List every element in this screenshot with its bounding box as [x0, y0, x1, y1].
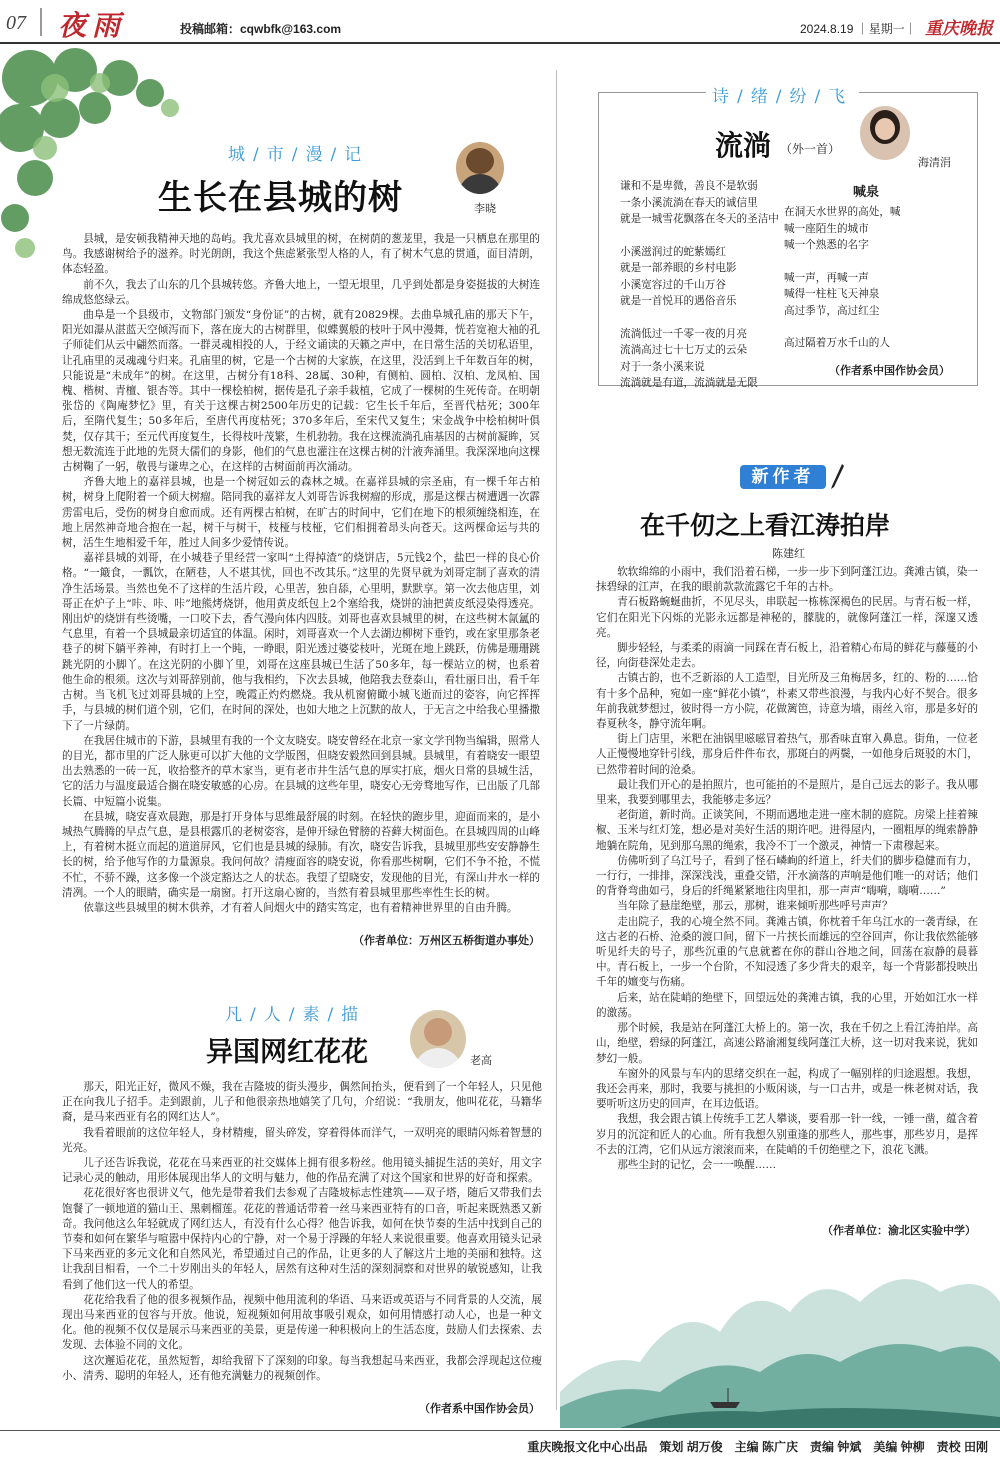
newspaper-brand: 重庆晚报 — [925, 19, 993, 39]
paragraph: 脚步轻轻，与柔柔的雨滴一同踩在青石板上，沿着精心布局的鲜花与藤蔓的小径，向街巷深处走去。 — [596, 642, 978, 670]
paragraph: 走出院子，我的心境全然不同。龚滩古镇，你枕着千年乌江水的一袭青绿，在这古老的石桥、沧桑的渡口间，留下一片挟长而雄远的空谷回声，你让我依然能够听见纤夫的号子，那些沉重的气息就蓄在你的群山谷地之间，回荡在寂静的晨暮中。青石板上，一步一个台阶，不知浸透了多少背夫的艰辛，每一个背影都投映出千年的嬗变与伤痛。 — [596, 915, 978, 989]
paragraph: 在我居住城市的下游，县城里有我的一个文友晓安。晓安曾经在北京一家文学刊物当编辑，照常人的目光，都市里的广泛人脉更可以扩大他的文学版图，但晓安毅然回到县城。县城里，有着晓安一眼望出去熟悉的一砖一瓦，收拾整齐的草木家当，更有老市井生活气息的厚实打底，烟火日常的县城生活，它的活力与温度最适合搁在晓安敏感的心房。在县城的这些年里，晓安心无旁骛地写作，已出版了几部长篇、中短篇小说集。 — [62, 734, 540, 808]
paragraph: 这次邂逅花花，虽然短暂，却给我留下了深刻的印象。每当我想起马来西亚，我都会浮现起这位瘦小、清秀、聪明的年轻人，还有他充满魅力的视频创作。 — [62, 1354, 542, 1382]
paragraph: 县城，是安顿我精神天地的岛屿。我尤喜欢县城里的树，在树荫的葱茏里，我是一只栖息在那里的鸟。我感谢树给予的滋养。时光朗朗，我这个焦虑紧张型人格的人，有了树木气息的贯通，面目清朗，体态轻盈。 — [62, 233, 540, 276]
article3-title: 在千仞之上看江涛拍岸 — [640, 511, 891, 540]
article2-author: 老高 — [470, 1055, 492, 1067]
article1-body — [62, 232, 540, 924]
paragraph: 花花很好客也很讲义气，他先是带着我们去参观了吉隆坡标志性建筑——双子塔，随后又带我们去饱餐了一顿地道的猫山王、黑刺榴莲。花花的普通话带着一丝马来西亚特有的口音，听起来既熟悉又新奇。我问他这么年轻就成了网红达人，有没有什么心得？他告诉我，如何在快节奏的生活中找到自己的节奏和如何在繁华与喧嚣中保持内心的宁静，对一个易于浮躁的年轻人来说很重要。他喜欢用镜头记录下马来西亚的多元文化和自然风光，希望通过自己的作品，让更多的人了解这片土地的美丽和独特。这让我刮目相看，一个二十岁刚出头的年轻人，居然有这种对生活的深刻洞察和对世界的敏锐感知，让我看到了他们这一代人的希望。 — [62, 1187, 542, 1291]
issue-date: 2024.8.19 ｜星期一｜ — [800, 22, 917, 36]
poem-stanza: 在洞天水世界的高处，喊 喊一座陌生的城市 喊一个熟悉的名字 — [784, 206, 901, 251]
page-header — [0, 0, 1000, 48]
author-avatar-lixiao — [456, 142, 504, 194]
article1-title: 生长在县城的树 — [158, 178, 403, 218]
submit-email: 投稿邮箱：cqwbfk@163.com — [180, 22, 342, 36]
paragraph: 在县城，晓安喜欢晨跑，那是打开身体与思维最舒展的时刻。在轻快的跑步里，迎面而来的，是小城热气腾腾的早点气息，是县根露爪的老树姿容，是伸开绿色臂膀的苔藓大树面色。在县城四周的山峰上，有着树木挺立而起的道道屏风，它们也是县城的绿肺。有次，晓安告诉我，县城里那些安安静静生长的树，给予他写作的力量源泉。我问何故？清瘦面容的晓安说，你看那些树啊，它们不争不抢，不慌不忙，不骄不躁，这多像一个淡定豁达之人的状态。我望了望晓安，发现他的目光，有深山井水一样的清冽。一个人的眼睛，确实是一扇窗。打开这扇心窗的，当然有着县城里那些率性生长的树。 — [62, 810, 540, 899]
paragraph: 我想，我会跟古镇上传统手工艺人攀谈，要看那一针一线，一锤一凿，蕴含着岁月的沉淀和匠人的心血。所有我想久别重逢的那些人，那些事，那些岁月，是挥不去的江湾，它们从远方滚滚而来，在陡峭的千仞绝壁之下，浪花飞溅。 — [596, 1113, 978, 1156]
paragraph: 那些尘封的记忆，会一一唤醒…… — [617, 1158, 777, 1171]
paragraph: 最让我们开心的是拍照片，也可能拍的不是照片，是自己远去的影子。我从哪里来，我要到哪里去，我能够走多远？ — [596, 778, 978, 807]
page-footer — [0, 1430, 1000, 1458]
paragraph: 软软绵绵的小雨中，我们沿着石梯，一步一步下到阿蓬江边。龚滩古镇，染一抹碧绿的江声，在我的眼前款款流露它千年的古朴。 — [596, 566, 978, 594]
paragraph: 那个时候，我是站在阿蓬江大桥上的。第一次，我在千仞之上看江涛拍岸。高山，绝壁，碧绿的阿蓬江，高速公路渝湘复线阿蓬江大桥，这一切对我来说，犹如梦幻一般。 — [596, 1022, 978, 1065]
author-avatar-haiqingjuan — [860, 106, 910, 160]
footer-rule — [0, 1430, 1000, 1431]
article3-unit: （作者单位：渝北区实验中学） — [822, 1225, 976, 1237]
poem-stanza: 小溪滋润过的蛇紫嫣红 就是一部养眼的乡村电影 小溪宽容过的千山万谷 就是一首悦耳的遇俗音乐 — [620, 245, 737, 307]
poem-left-column — [620, 178, 790, 392]
section-logo: 夜雨 — [58, 9, 127, 42]
paragraph: 齐鲁大地上的嘉祥县城，也是一个树冠如云的森林之城。在嘉祥县城的宗圣庙，有一棵千年古柏树，树身上爬附着一个硕大树瘤。陪同我的嘉祥友人刘哥告诉我树瘤的形成，那是这棵古树遭遇一次霹雳雷电后，受伤的树身自愈而成。还有两棵古柏树，在旷古的时间中，它们在地下的根须缠绕相连，在地上居然神奇地合抱在一起，树干与树干，枝桠与枝桠，它们相拥着昂头向苍天。这两棵命运与共的树，活生生地相爱千年，胜过人间多少爱情传说。 — [62, 476, 540, 550]
paragraph: 古镇古韵，也不乏新添的人工造型，目光所及三角梅居多，红的、粉的……恰有十多个品种，宛如一座“鲜花小镇”，朴素又带些浪漫，与我内心好不契合。很多年前我就梦想过，彼时得一方小院，花做篱笆，诗意为墙，雨丝入帘，那是多好的春夏秋冬，静守流年啊。 — [596, 672, 978, 731]
paragraph: 花花给我看了他的很多视频作品，视频中他用流利的华语、马来语或英语与不同背景的人交流，展现出马来西亚的包容与开放。他说，短视频如何用故事吸引观众，如何用情感打动人心，也是一种文化。他的视频不仅仅是展示马来西亚的美景，更是传递一种积极向上的生活态度，鼓励人们去探索、去发现、去体验不同的文化。 — [62, 1293, 542, 1352]
poem-right-column — [784, 204, 954, 352]
column-header-city: 城/市/漫/记 — [228, 145, 370, 165]
paragraph: 嘉祥县城的刘哥，在小城巷子里经营一家叫“土得掉渣”的烧饼店，5元钱2个，盐巴一样的良心价格。“一簸食，一瓢饮，在陋巷，人不堪其忧，回也不改其乐。”这里的先贤早就为刘哥定制了喜欢的清净生活场景。当然也免不了这样的生活片段，心里苦，独自舔，心里明，默默享。第一次去他店里，刘哥正在炉子上“咔、咔、咔”地熊烤烧饼，他用黄皮纸包上2个塞给我，烧饼的油把黄皮纸浸染得透亮。刚出炉的烧饼有些烫嘴，一口咬下去，香气漫向体内四肢。刘哥也喜欢县城里的树，在这些树木氤氲的气息里，有着一个县城最亲切适宜的体温。闲时，刘哥喜欢一个人去湖边柳树下垂钓，或在家里那条老巷子的树下躺平养神，有时打上一个盹，一睁眼，阳光透过婆娑枝叶，光斑在地上跳跃，仿佛是珊珊跳跳光阴的小脚丫。在这光阴的小脚丫里，刘哥在这座县城已生活了50多年，每一棵站立的树，也系着他生命的根须。这次与刘哥辞别前，他与我相约，下次去县城，他陪我去登泰山，看壮丽日出，看千年古树。当飞机飞过刘哥县城的上空，晚霞正灼灼燃烧。我从机窗俯瞰小城飞逝而过的姿容，向它挥挥手，与县城的树们道个别，它们，在时间的深处，也如大地之上沉默的故人，于无言之中给我心里播撒下了一片绿荫。 — [62, 552, 540, 732]
column-header-poetry: 诗/绪/纷/飞 — [706, 82, 859, 107]
poem-author: 海清涓 — [918, 157, 951, 169]
article3-body — [596, 565, 978, 1217]
paragraph: 当年除了悬崖绝壁，那云，那树，谁来倾听那些呼号声声？ — [617, 900, 893, 913]
paragraph: 那天，阳光正好，微风不燥，我在吉隆坡的街头漫步，偶然间抬头，便看到了一个年轻人，只见他正在向我儿子招手。走到跟前，儿子和他很亲热地嬉笑了几句，介绍说：“我朋友，他叫花花，马籍华裔，是马来西亚有名的网红达人”。 — [62, 1081, 542, 1124]
article2-title: 异国网红花花 — [206, 1037, 368, 1068]
poem-unit: （作者系中国作协会员） — [829, 365, 950, 377]
article1-author: 李晓 — [474, 203, 496, 215]
article3-author: 陈建红 — [772, 548, 805, 560]
article1-unit: （作者单位：万州区五桥街道办事处） — [353, 935, 540, 947]
column-header-people: 凡/人/素/描 — [225, 1005, 367, 1025]
paragraph: 曲阜是一个县级市，文物部门颁发“身份证”的古树，就有20829棵。去曲阜城孔庙的那天下午，阳光如瀑从湛蓝天空倾泻而下，落在庞大的古树群里，似蝶翼般的枝叶于风中漫舞，恍若宽袍大袖的孔子师徒们从云中翩然而落。一群灵魂相投的人，于经文诵读的天籁之声中，在日常生活的关切私语里，让孔庙里的灵魂魂兮归来。孔庙里的树，它是一个古树的大家族，在这里，没活到上千年数百年的树，只能说是“未成年”的树。在这里，古树分有18科、28属、30种，有侧柏、圆柏、汉柏、龙凤柏、国槐、楷树、青檀、银杏等。其中一棵桧柏树，据传是孔子亲手栽植，它成了一棵树的生死传奇。在明朝张岱的《陶庵梦忆》里，有关于这棵古树2500年历史的记载：它生长千年后，至晋代枯死；300年后，至隋代复生；50多年后，至唐代再度枯死；370多年后，至宋代又复生；宋金战争中桧柏树叶俱焚，仅存其干；至元代再度复生，长得枝叶茂繁，生机勃勃。我在这棵流淌孔庙基因的古树前凝眸，冥想无数流连于此地的先贤大儒们的身影，他们的气息也灌注在这棵古树的汁液奔涌里。我深深地向这棵古树鞠了一躬，敬畏与谦卑之心，在这样的古树面前再次涌动。 — [62, 309, 540, 474]
pen-icon — [828, 462, 846, 490]
header-rule — [0, 42, 1000, 44]
paragraph: 车窗外的风景与车内的思绪交织在一起，构成了一幅别样的归途遐想。我想，我还会再来，那时，我要与挑担的小贩闲谈，与一口古井，或是一株老树对话，我要听听这历史的回声，在耳边低语。 — [596, 1067, 978, 1111]
poem-stanza: 流淌低过一千零一夜的月亮 流淌高过七十七万丈的云朵 对于一条小溪来说 流淌就是有道，流淌就是无限 — [620, 327, 758, 389]
poem-stanza: 高过隔着万水千山的人 — [784, 337, 890, 349]
poem-subtitle: （外一首） — [780, 142, 841, 156]
poem-right-title: 喊泉 — [853, 185, 880, 200]
page-number: 07 — [6, 12, 26, 34]
poem-stanza: 喊一声，再喊一声 喊得一柱柱飞天神泉 高过季节，高过红尘 — [784, 271, 880, 317]
author-avatar-laogao — [410, 1010, 466, 1068]
article2-body — [62, 1080, 542, 1398]
paragraph: 仿佛听到了乌江号子，看到了怪石嶙峋的纤道上，纤夫们的脚步稳健而有力，一行行，一排排，深深浅浅，重叠交错，汗水滴落的声响是他们唯一的对话；他们的背脊弯曲如弓，身后的纤绳紧紧地往肉里扣，那一声声“嗨嗬，嗨嗬……” — [596, 854, 978, 898]
paragraph: 前不久，我去了山东的几个县城转悠。齐鲁大地上，一望无垠里，几乎到处都是身姿挺拔的大树连绵成悠悠绿云。 — [62, 278, 540, 306]
paragraph: 依靠这些县城里的树木供养，才有着人间烟火中的踏实笃定，也有着精神世界里的自由升腾。 — [83, 901, 518, 914]
paragraph: 青石板路蜿蜒曲折，不见尽头，串联起一栋栋深褐色的民居。与青石板一样，它们在阳光下闪烁的光影永远都是神秘的，朦胧的，就像阿蓬江一样，深邃又透亮。 — [596, 596, 978, 639]
paragraph: 后来，站在陡峭的绝壁下，回望远处的龚滩古镇，我的心里，开始如江水一样的激荡。 — [596, 991, 978, 1019]
editorial-credits: 重庆晚报文化中心出品 策划 胡万俊 主编 陈广庆 责编 钟斌 美编 钟柳 责校 田刚 — [527, 1440, 988, 1454]
header-divider — [40, 8, 42, 36]
paragraph: 我看着眼前的这位年轻人，身材精瘦，留头碎发，穿着得体而洋气，一双明亮的眼睛闪烁着智慧的光亮。 — [62, 1126, 542, 1154]
poem-title: 流淌 — [715, 129, 772, 162]
article2-unit: （作者系中国作协会员） — [419, 1403, 540, 1415]
poem-stanza: 谦和不是卑微，善良不是软弱 一条小溪流淌在春天的诚信里 就是一城雪花飘落在冬天的圣洁中 — [620, 180, 779, 225]
paragraph: 街上门店里，米粑在油锅里嗞嗞冒着热气，那香味直窜入鼻息。街角，一位老人正慢慢地穿针引线，那身后件件布衣，那斑白的两鬓，一如他身后斑驳的木门，已然带着时间的沧桑。 — [596, 733, 978, 776]
column-divider — [556, 70, 557, 1410]
mountain-landscape-illustration — [560, 1242, 1000, 1428]
paragraph: 老街道，新时尚。正谈笑间，不期而遇地走进一座木制的庭院。房梁上挂着辣椒、玉米与红灯笼，想必是对美好生活的期许吧。进得屋内，一圈粗厚的绳索静静地躺在院角，见到那乌黑的绳索，我冷不丁一个激灵，神情一下肃穆起来。 — [596, 809, 978, 852]
paragraph: 儿子还告诉我说，花花在马来西亚的社交媒体上拥有很多粉丝。他用镜头捕捉生活的美好，用文字记录心灵的触动，用形体展现出华人的文明与魅力，他的作品充满了对这个国家和世界的好奇和探索。 — [62, 1157, 542, 1185]
new-author-tag: 新作者 — [740, 465, 826, 489]
